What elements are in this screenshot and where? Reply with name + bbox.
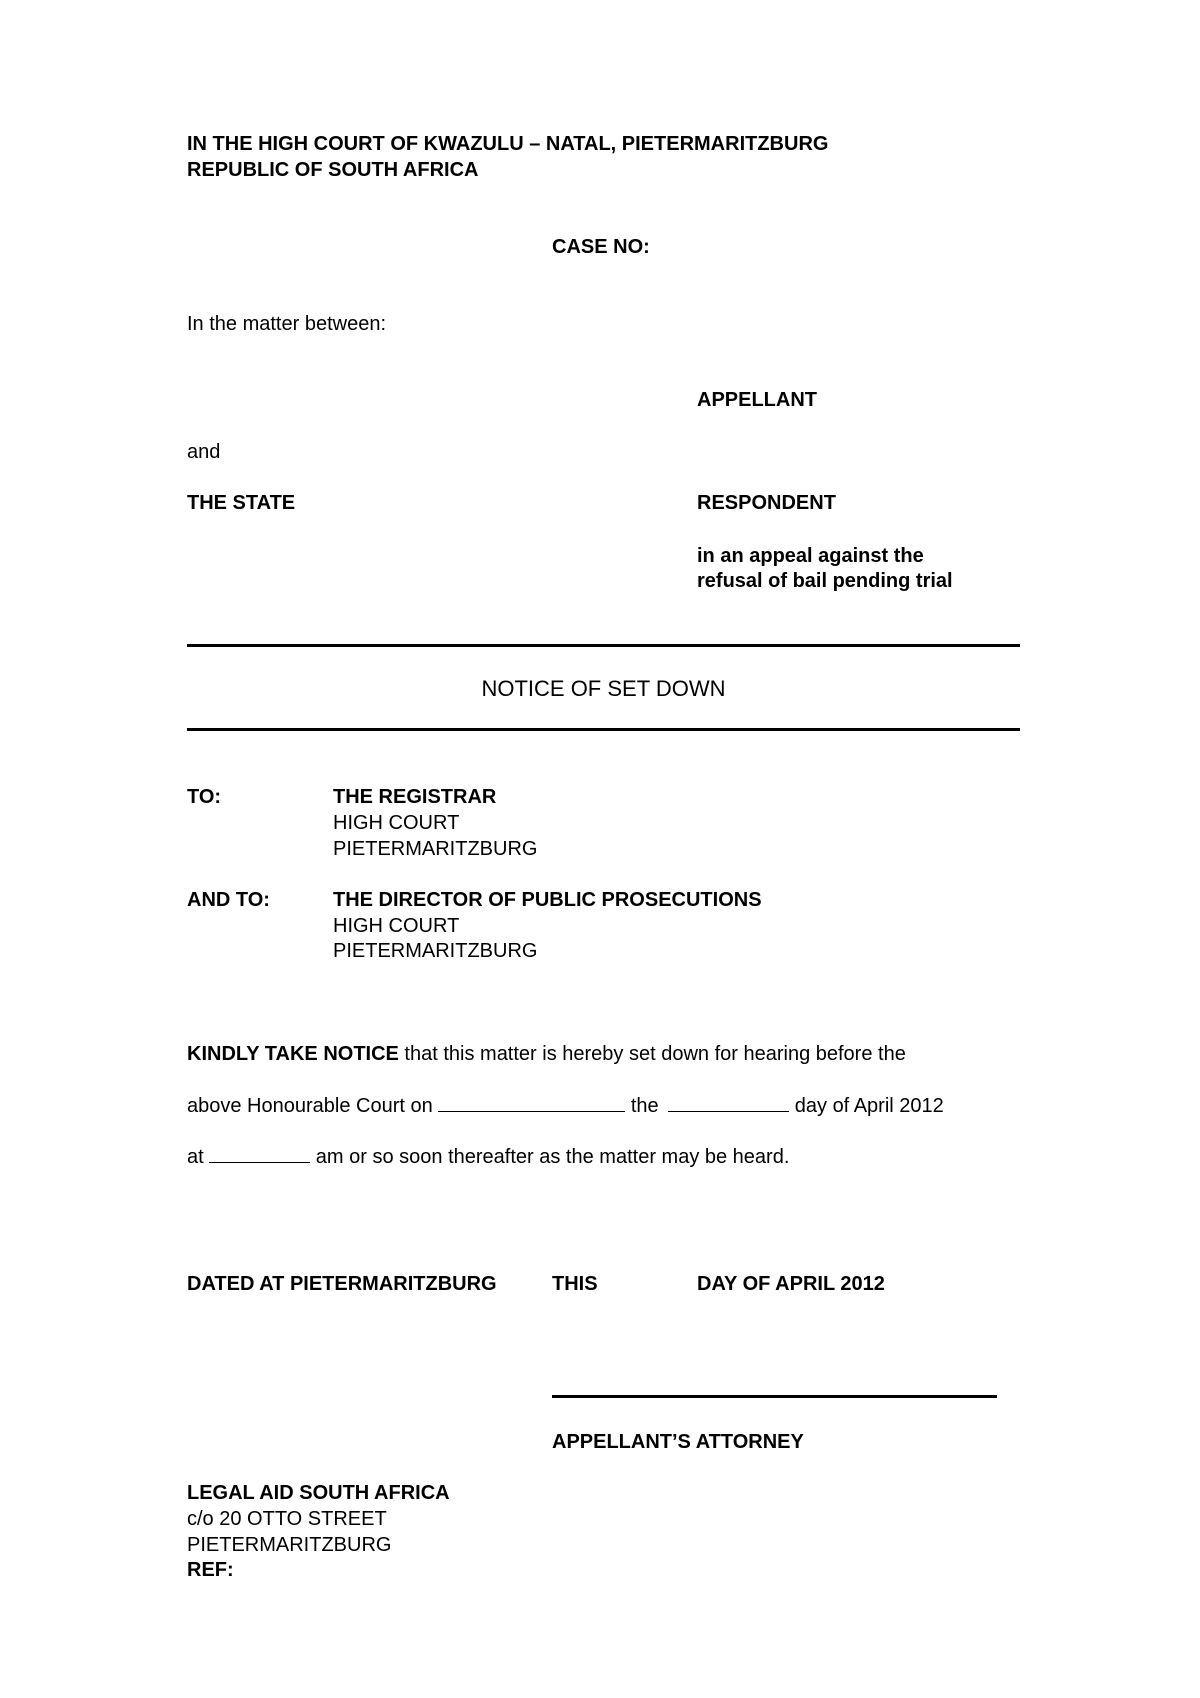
notice-body-line1 (187, 1042, 906, 1067)
body-text: that this matter is hereby set down for hearing before the (398, 1043, 906, 1065)
attorney-address-line: c/o 20 OTTO STREET (187, 1508, 387, 1530)
country-heading: REPUBLIC OF SOUTH AFRICA (187, 159, 479, 181)
dated-day-of: DAY OF APRIL 2012 (697, 1273, 885, 1295)
signature-line (552, 1395, 997, 1398)
recipient-address-line: PIETERMARITZBURG (333, 940, 538, 962)
notice-title: NOTICE OF SET DOWN (481, 676, 726, 701)
attorney-address-line: PIETERMARITZBURG (187, 1534, 392, 1556)
respondent-name: THE STATE (187, 492, 296, 514)
recipient-label: AND TO: (187, 889, 270, 911)
notice-body-line2 (187, 1093, 944, 1119)
case-no-label: CASE NO: (552, 236, 650, 258)
recipient-name: THE REGISTRAR (333, 786, 497, 808)
date-blank (438, 1093, 625, 1112)
body-text: the (625, 1095, 665, 1117)
appeal-description-line2: refusal of bail pending trial (697, 570, 953, 592)
recipient-label: TO: (187, 786, 222, 808)
title-top-rule (187, 644, 1020, 647)
appeal-description-line1: in an appeal against the (697, 545, 924, 567)
recipient-address-line: HIGH COURT (333, 812, 460, 834)
body-text: am or so soon thereafter as the matter may be heard. (310, 1146, 790, 1168)
recipient-address-line: PIETERMARITZBURG (333, 838, 538, 860)
body-text: day of April 2012 (789, 1095, 944, 1117)
kindly-take-notice: KINDLY TAKE NOTICE (187, 1043, 399, 1065)
respondent-label: RESPONDENT (697, 492, 836, 514)
court-heading: IN THE HIGH COURT OF KWAZULU – NATAL, PIETERMARITZBURG (187, 133, 829, 155)
signature-label: APPELLANT’S ATTORNEY (552, 1431, 804, 1453)
appellant-label: APPELLANT (697, 389, 817, 411)
notice-body-line3 (187, 1144, 789, 1170)
dated-this: THIS (552, 1273, 598, 1295)
recipient-address-line: HIGH COURT (333, 915, 460, 937)
reference-label: REF: (187, 1559, 234, 1581)
body-text: above Honourable Court on (187, 1095, 439, 1117)
time-blank (209, 1144, 310, 1163)
title-bottom-rule (187, 728, 1020, 731)
attorney-firm: LEGAL AID SOUTH AFRICA (187, 1482, 450, 1504)
and-text: and (187, 441, 221, 463)
body-text: at (187, 1146, 210, 1168)
matter-intro: In the matter between: (187, 313, 387, 335)
recipient-name: THE DIRECTOR OF PUBLIC PROSECUTIONS (333, 889, 762, 911)
dated-at: DATED AT PIETERMARITZBURG (187, 1273, 497, 1295)
day-blank (668, 1093, 789, 1112)
